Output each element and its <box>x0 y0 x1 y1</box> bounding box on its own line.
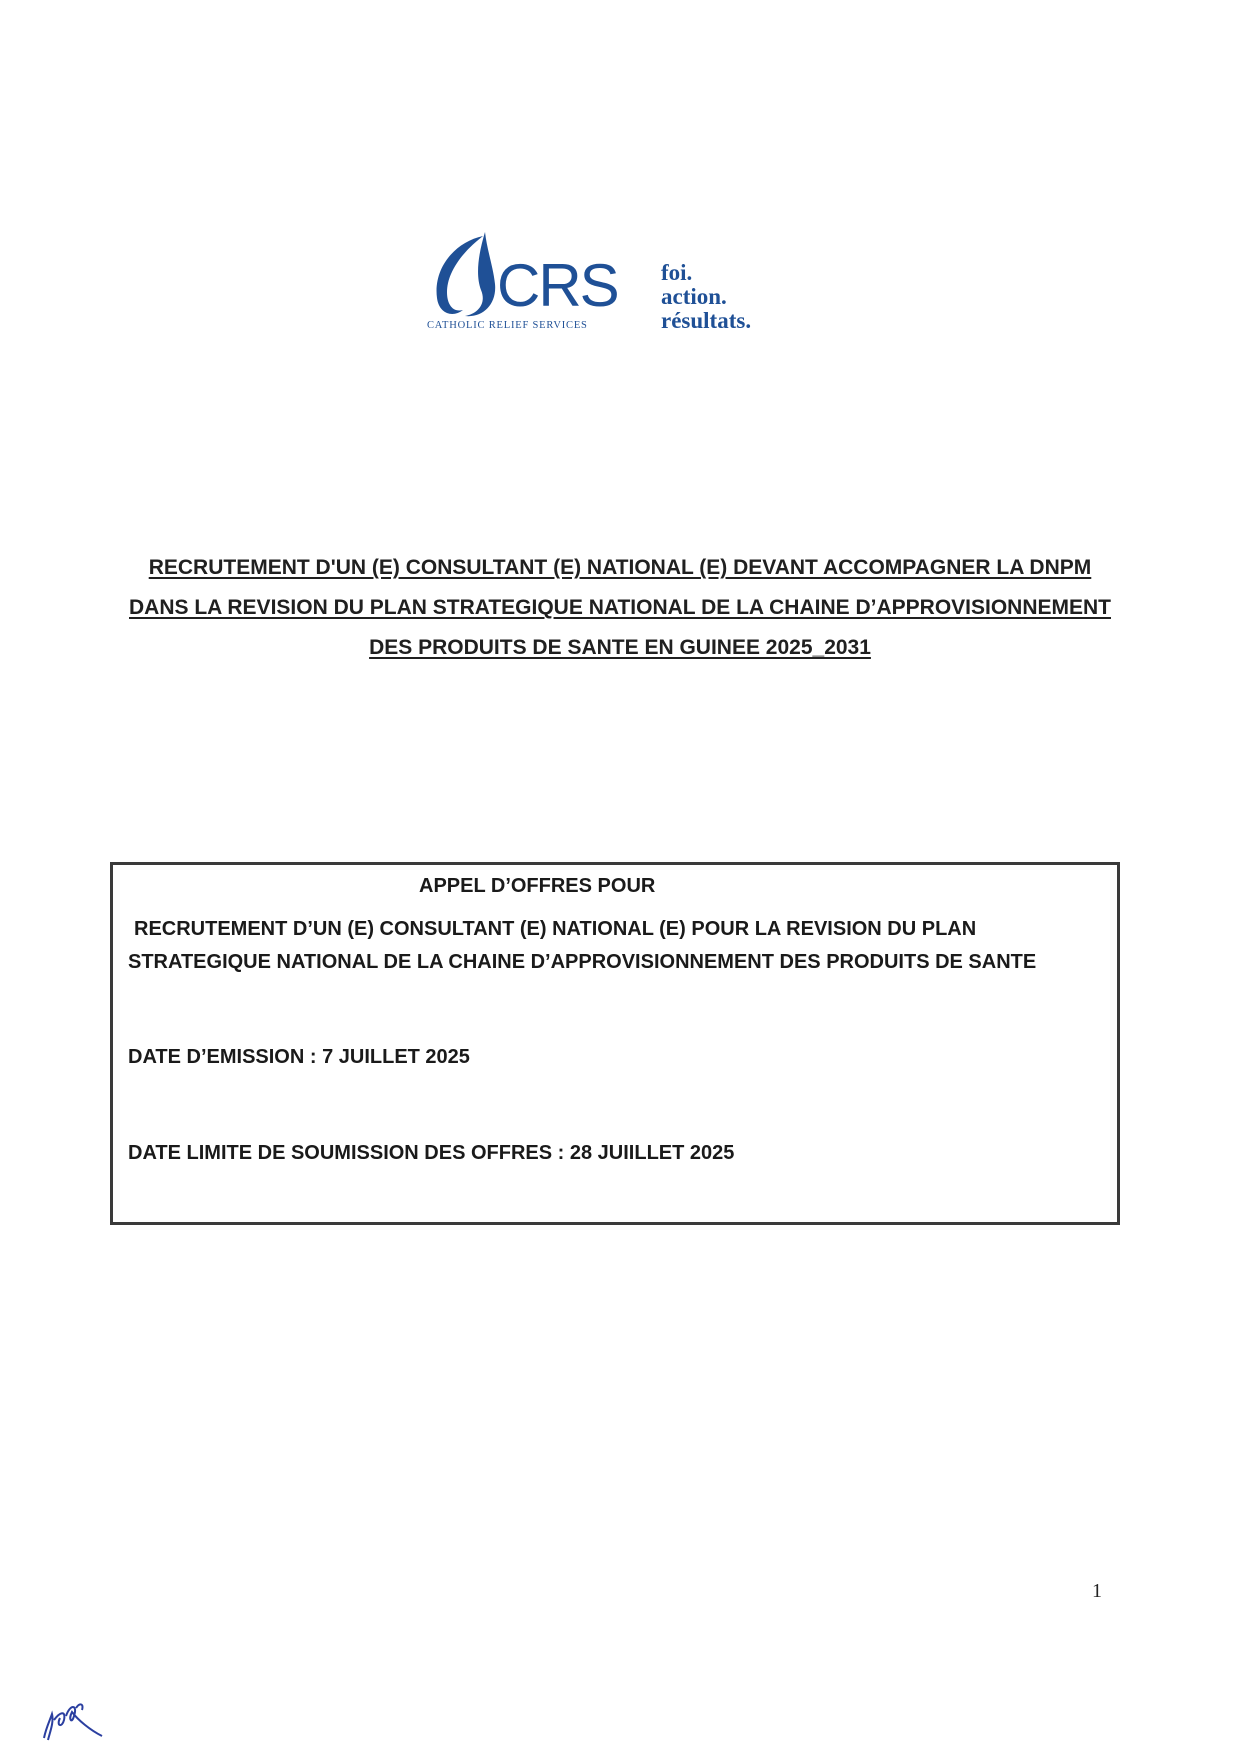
tender-summary-box <box>110 862 1120 1225</box>
org-name: CATHOLIC RELIEF SERVICES <box>427 320 588 331</box>
crs-flame-icon <box>437 232 496 316</box>
title-line-1: RECRUTEMENT D'UN (E) CONSULTANT (E) NATIONAL (E) DEVANT ACCOMPAGNER LA DNPM <box>148 556 1092 579</box>
title-line-2: DANS LA REVISION DU PLAN STRATEGIQUE NATIONAL DE LA CHAINE D’APPROVISIONNEMENT <box>129 596 1111 619</box>
tagline-results: résultats. <box>661 308 752 333</box>
handwritten-initials <box>38 1690 108 1745</box>
issue-date: DATE D’EMISSION : 7 JUILLET 2025 <box>128 1046 470 1068</box>
document-title <box>120 548 1120 668</box>
tagline-faith: foi. <box>661 260 693 285</box>
tender-subject <box>128 913 1036 979</box>
tender-heading: APPEL D’OFFRES POUR <box>419 875 656 897</box>
submission-deadline: DATE LIMITE DE SOUMISSION DES OFFRES : 28 JUIILLET 2025 <box>128 1142 735 1164</box>
title-line-3: DES PRODUITS DE SANTE EN GUINEE 2025_2031 <box>369 636 871 659</box>
crs-logo <box>425 228 805 338</box>
page-number: 1 <box>1092 1580 1102 1602</box>
tagline-action: action. <box>661 284 727 309</box>
tender-subject-line-1: RECRUTEMENT D’UN (E) CONSULTANT (E) NATIONAL (E) POUR LA REVISION DU PLAN <box>134 918 977 940</box>
tender-subject-line-2: STRATEGIQUE NATIONAL DE LA CHAINE D’APPROVISIONNEMENT DES PRODUITS DE SANTE <box>128 951 1037 973</box>
crs-wordmark: CRS <box>497 252 618 319</box>
